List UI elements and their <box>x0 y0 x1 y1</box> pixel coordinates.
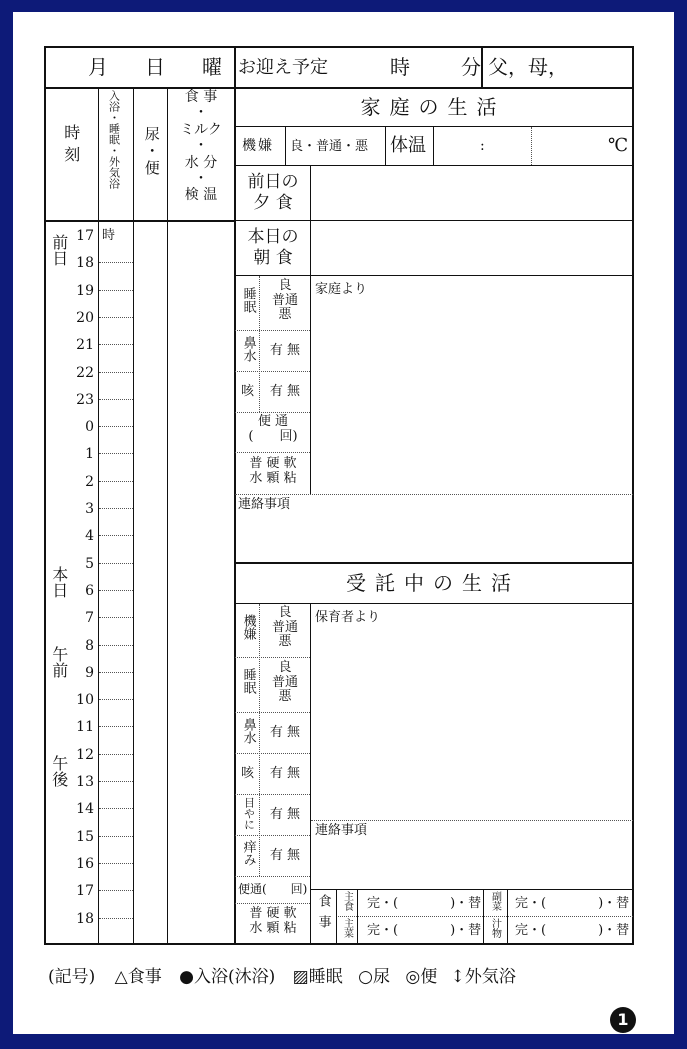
hour-row-separator <box>99 672 133 673</box>
hour-label: 7 <box>85 610 94 626</box>
daycare-eye-label: 目やに <box>242 797 256 830</box>
hour-row-separator <box>99 781 133 782</box>
daycare-nose-options: 有 無 <box>269 725 301 740</box>
hour-label: 19 <box>76 283 94 299</box>
hour-label: 20 <box>76 310 94 326</box>
home-nose-options: 有 無 <box>269 343 301 358</box>
hour-row-separator <box>99 645 133 646</box>
breakfast-label: 本日の 朝 食 <box>247 227 299 269</box>
hour-row-separator <box>99 617 133 618</box>
hour-label: 17 <box>76 883 94 899</box>
daycare-mood-label: 機嫌 <box>240 614 256 640</box>
home-nose-label: 鼻水 <box>240 336 256 362</box>
daycare-cough-label: 咳 <box>241 766 255 781</box>
weekday-label: 曜 <box>202 55 222 79</box>
prev-day-label: 前日 <box>49 234 69 266</box>
daycare-stool-count: 便通( 回) <box>238 882 308 896</box>
legend-title: (記号) <box>48 967 96 987</box>
daycare-meal-label: 食事 <box>315 894 331 936</box>
hour-label: 3 <box>85 501 94 517</box>
staple-status: 完・( )・替 <box>367 896 482 911</box>
hour-row-separator <box>99 563 133 564</box>
daycare-cough-options: 有 無 <box>269 766 301 781</box>
hour-row-separator <box>99 344 133 345</box>
daycare-stool-types: 普 硬 軟 水 顆 粘 <box>249 906 297 936</box>
hour-label: 15 <box>76 829 94 845</box>
soup-label: 汁物 <box>489 918 501 938</box>
hour-label: 5 <box>85 556 94 572</box>
main-dish-label: 主菜 <box>341 918 353 938</box>
temperature-label: 体温 <box>390 135 426 156</box>
hour-label: 23 <box>76 392 94 408</box>
hour-label: 18 <box>76 911 94 927</box>
daycare-sleep-label: 睡眠 <box>240 668 256 694</box>
hour-row-separator <box>99 918 133 919</box>
hour-label: 11 <box>76 719 94 735</box>
hour-row-separator <box>99 426 133 427</box>
pickup-minute-label: 分 <box>461 55 481 79</box>
time-column-header: 時刻 <box>61 124 81 168</box>
temperature-separator: : <box>480 138 485 154</box>
hour-row-separator <box>99 890 133 891</box>
hour-label: 9 <box>85 665 94 681</box>
legend-sleep: ▨睡眠 <box>292 967 343 987</box>
home-sleep-label: 睡眠 <box>240 287 256 313</box>
main-dish-status: 完・( )・替 <box>367 923 482 938</box>
hour-label: 0 <box>85 419 94 435</box>
home-stool-types: 普 硬 軟 水 顆 粘 <box>249 456 297 486</box>
home-sleep-options: 良 普通 悪 <box>271 278 298 323</box>
urine-column-header: 尿・便 <box>142 126 161 177</box>
day-label: 日 <box>145 55 165 79</box>
from-home-label: 家庭より <box>315 282 368 297</box>
hour-label: 2 <box>85 474 94 490</box>
page-number-badge: 1 <box>610 1007 636 1033</box>
hour-row-separator <box>99 372 133 373</box>
legend-meal: △食事 <box>114 967 162 987</box>
hour-label: 22 <box>76 365 94 381</box>
bath-column-header: 入浴・睡眠・外気浴 <box>107 90 121 189</box>
hour-row-separator <box>99 863 133 864</box>
hour-label: 10 <box>76 692 94 708</box>
hour-row-separator <box>99 808 133 809</box>
daycare-itch-label: 痒み <box>240 840 256 866</box>
dinner-label: 前日の 夕 食 <box>247 172 299 214</box>
hour-label: 4 <box>85 528 94 544</box>
hour-row-separator <box>99 290 133 291</box>
temperature-unit: ℃ <box>608 135 629 156</box>
pickup-label: お迎え予定 <box>238 57 328 78</box>
side-dish-label: 副菜 <box>489 891 501 911</box>
home-mood-options: 良・普通・悪 <box>290 139 369 154</box>
hour-label: 21 <box>76 337 94 353</box>
meal-column-header: 食 事 ・ ミルク ・ 水 分 ・ 検 温 <box>180 89 222 204</box>
am-label: 午前 <box>49 646 69 678</box>
hour-label: 13 <box>76 774 94 790</box>
hour-label: 17 <box>76 228 94 244</box>
hour-prefix: 時 <box>102 228 116 243</box>
daycare-contact-label: 連絡事項 <box>315 823 368 838</box>
soup-status: 完・( )・替 <box>515 923 630 938</box>
today-label: 本日 <box>49 566 69 598</box>
hour-row-separator <box>99 317 133 318</box>
hour-row-separator <box>99 399 133 400</box>
legend-stool: ◎便 <box>405 967 438 987</box>
daycare-nose-label: 鼻水 <box>240 718 256 744</box>
legend-outdoor: ↕外気浴 <box>450 967 516 987</box>
hour-label: 16 <box>76 856 94 872</box>
pm-label: 午後 <box>49 755 69 787</box>
hour-label: 6 <box>85 583 94 599</box>
hour-row-separator <box>99 754 133 755</box>
daycare-itch-options: 有 無 <box>269 848 301 863</box>
home-cough-options: 有 無 <box>269 384 301 399</box>
side-dish-status: 完・( )・替 <box>515 896 630 911</box>
from-caregiver-label: 保育者より <box>315 610 381 625</box>
home-cough-label: 咳 <box>241 384 255 399</box>
home-mood-label: 機嫌 <box>242 138 274 154</box>
staple-label: 主食 <box>341 891 353 911</box>
hour-row-separator <box>99 453 133 454</box>
hour-row-separator <box>99 699 133 700</box>
hour-label: 14 <box>76 801 94 817</box>
home-section-title: 家庭の生活 <box>360 95 506 119</box>
legend-bath: ●入浴(沐浴) <box>179 967 276 987</box>
hour-row-separator <box>99 535 133 536</box>
daycare-eye-options: 有 無 <box>269 807 301 822</box>
hour-row-separator <box>99 590 133 591</box>
hour-label: 12 <box>76 747 94 763</box>
hour-row-separator <box>99 481 133 482</box>
hour-row-separator <box>99 508 133 509</box>
guardian-label: 父，母， <box>488 55 568 79</box>
hour-row-separator <box>99 726 133 727</box>
home-contact-label: 連絡事項 <box>238 497 291 512</box>
home-stool-count: 便 通 ( 回) <box>248 414 298 444</box>
daycare-mood-options: 良 普通 悪 <box>271 605 298 650</box>
hour-label: 18 <box>76 255 94 271</box>
hour-row-separator <box>99 836 133 837</box>
daycare-section-title: 受託中の生活 <box>346 571 520 595</box>
hour-row-separator <box>99 262 133 263</box>
daycare-sleep-options: 良 普通 悪 <box>271 660 298 705</box>
month-label: 月 <box>88 55 108 79</box>
hour-label: 8 <box>85 638 94 654</box>
legend-urine: ○尿 <box>358 967 390 987</box>
hour-label: 1 <box>85 446 94 462</box>
pickup-hour-label: 時 <box>390 55 410 79</box>
symbol-legend <box>48 962 516 987</box>
